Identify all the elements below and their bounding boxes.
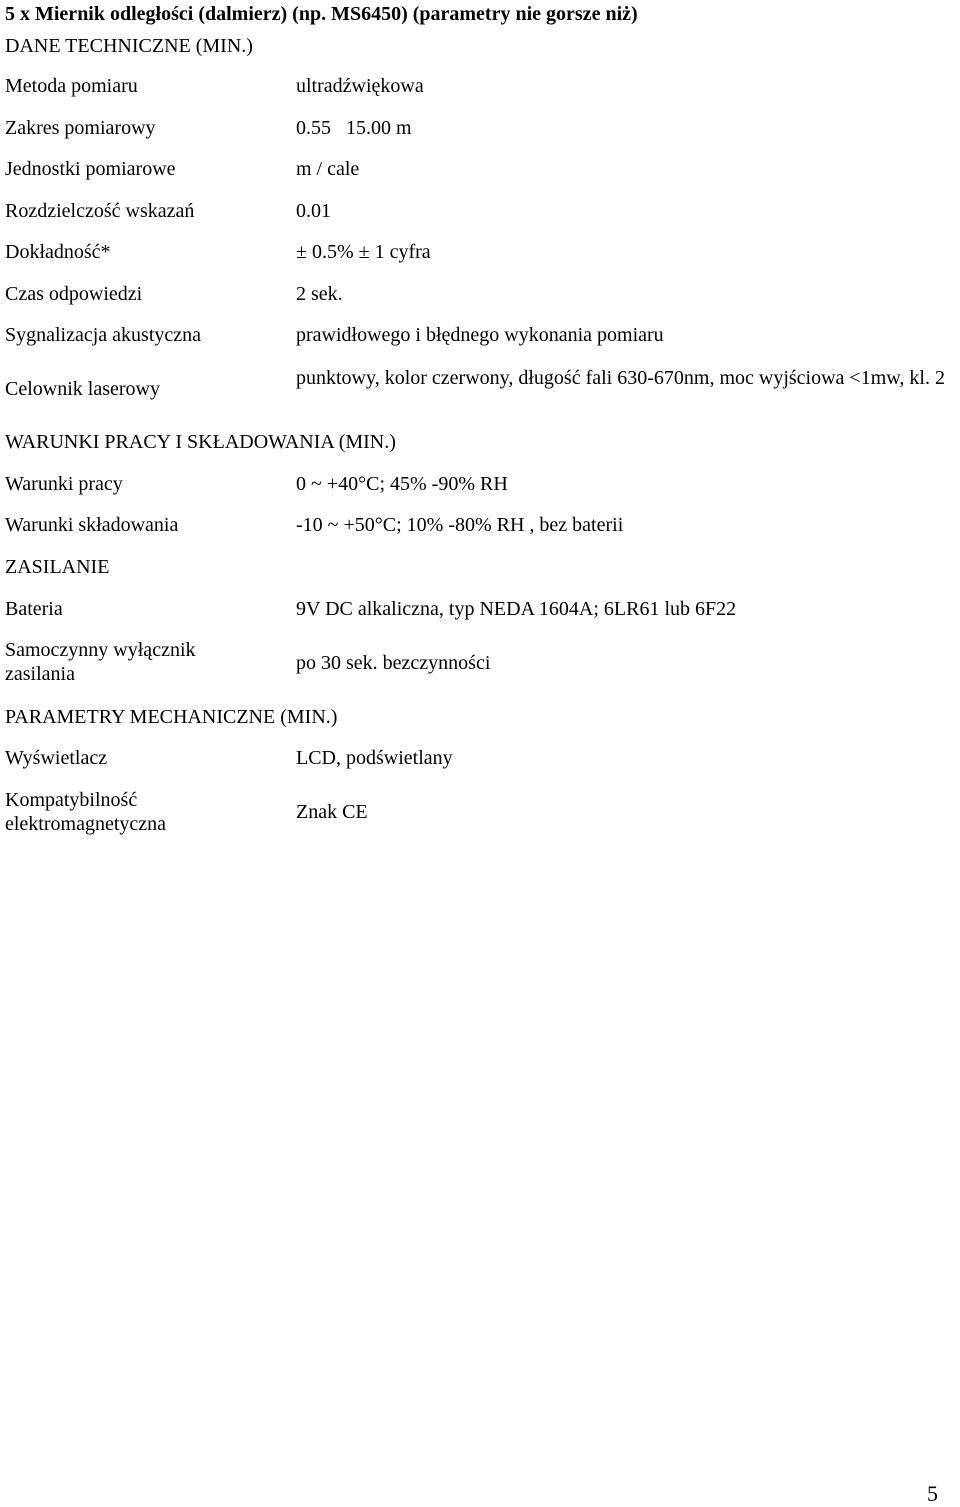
spec-label: Kompatybilność elektromagnetyczna xyxy=(5,789,167,835)
spec-label: Warunki pracy xyxy=(5,473,123,495)
spec-value: 0.01 xyxy=(296,200,331,222)
spec-label: Jednostki pomiarowe xyxy=(5,158,176,180)
spec-label: Dokładność* xyxy=(5,241,111,263)
spec-value: Znak CE xyxy=(296,801,368,823)
spec-value: -10 ~ +50°C; 10% -80% RH , bez baterii xyxy=(296,514,624,536)
spec-label: Czas odpowiedzi xyxy=(5,283,143,305)
page-number: 5 xyxy=(927,1481,938,1506)
spec-label: Rozdzielczość wskazań xyxy=(5,200,195,222)
section-heading-technical: DANE TECHNICZNE (MIN.) xyxy=(5,35,253,57)
spec-label: Sygnalizacja akustyczna xyxy=(5,324,202,346)
document-title: 5 x Miernik odległości (dalmierz) (np. MS6450) (parametry nie gorsze niż) xyxy=(5,3,638,25)
spec-label: Samoczynny wyłącznik zasilania xyxy=(5,639,196,685)
spec-value: prawidłowego i błędnego wykonania pomiaru xyxy=(296,324,664,346)
spec-value: 2 sek. xyxy=(296,283,343,305)
spec-value: LCD, podświetlany xyxy=(296,747,453,769)
spec-label: Warunki składowania xyxy=(5,514,179,536)
spec-label: Metoda pomiaru xyxy=(5,75,138,97)
spec-label: Zakres pomiarowy xyxy=(5,117,156,139)
spec-value: ultradźwiękowa xyxy=(296,75,424,97)
spec-value: m / cale xyxy=(296,158,360,180)
spec-label: Celownik laserowy xyxy=(5,378,160,400)
spec-value: po 30 sek. bezczynności xyxy=(296,652,491,674)
spec-label: Wyświetlacz xyxy=(5,747,108,769)
section-heading-mechanical: PARAMETRY MECHANICZNE (MIN.) xyxy=(5,706,338,728)
spec-value: 9V DC alkaliczna, typ NEDA 1604A; 6LR61 lub 6F22 xyxy=(296,598,737,620)
spec-value: punktowy, kolor czerwony, długość fali 630-670nm, moc wyjściowa <1mw, kl. 2 xyxy=(296,367,945,389)
spec-value: 0.55 15.00 m xyxy=(296,117,412,139)
spec-value: 0 ~ +40°C; 45% -90% RH xyxy=(296,473,508,495)
spec-value: ± 0.5% ± 1 cyfra xyxy=(296,241,431,263)
spec-label: Bateria xyxy=(5,598,63,620)
section-heading-conditions: WARUNKI PRACY I SKŁADOWANIA (MIN.) xyxy=(5,431,396,453)
section-heading-power: ZASILANIE xyxy=(5,556,110,578)
